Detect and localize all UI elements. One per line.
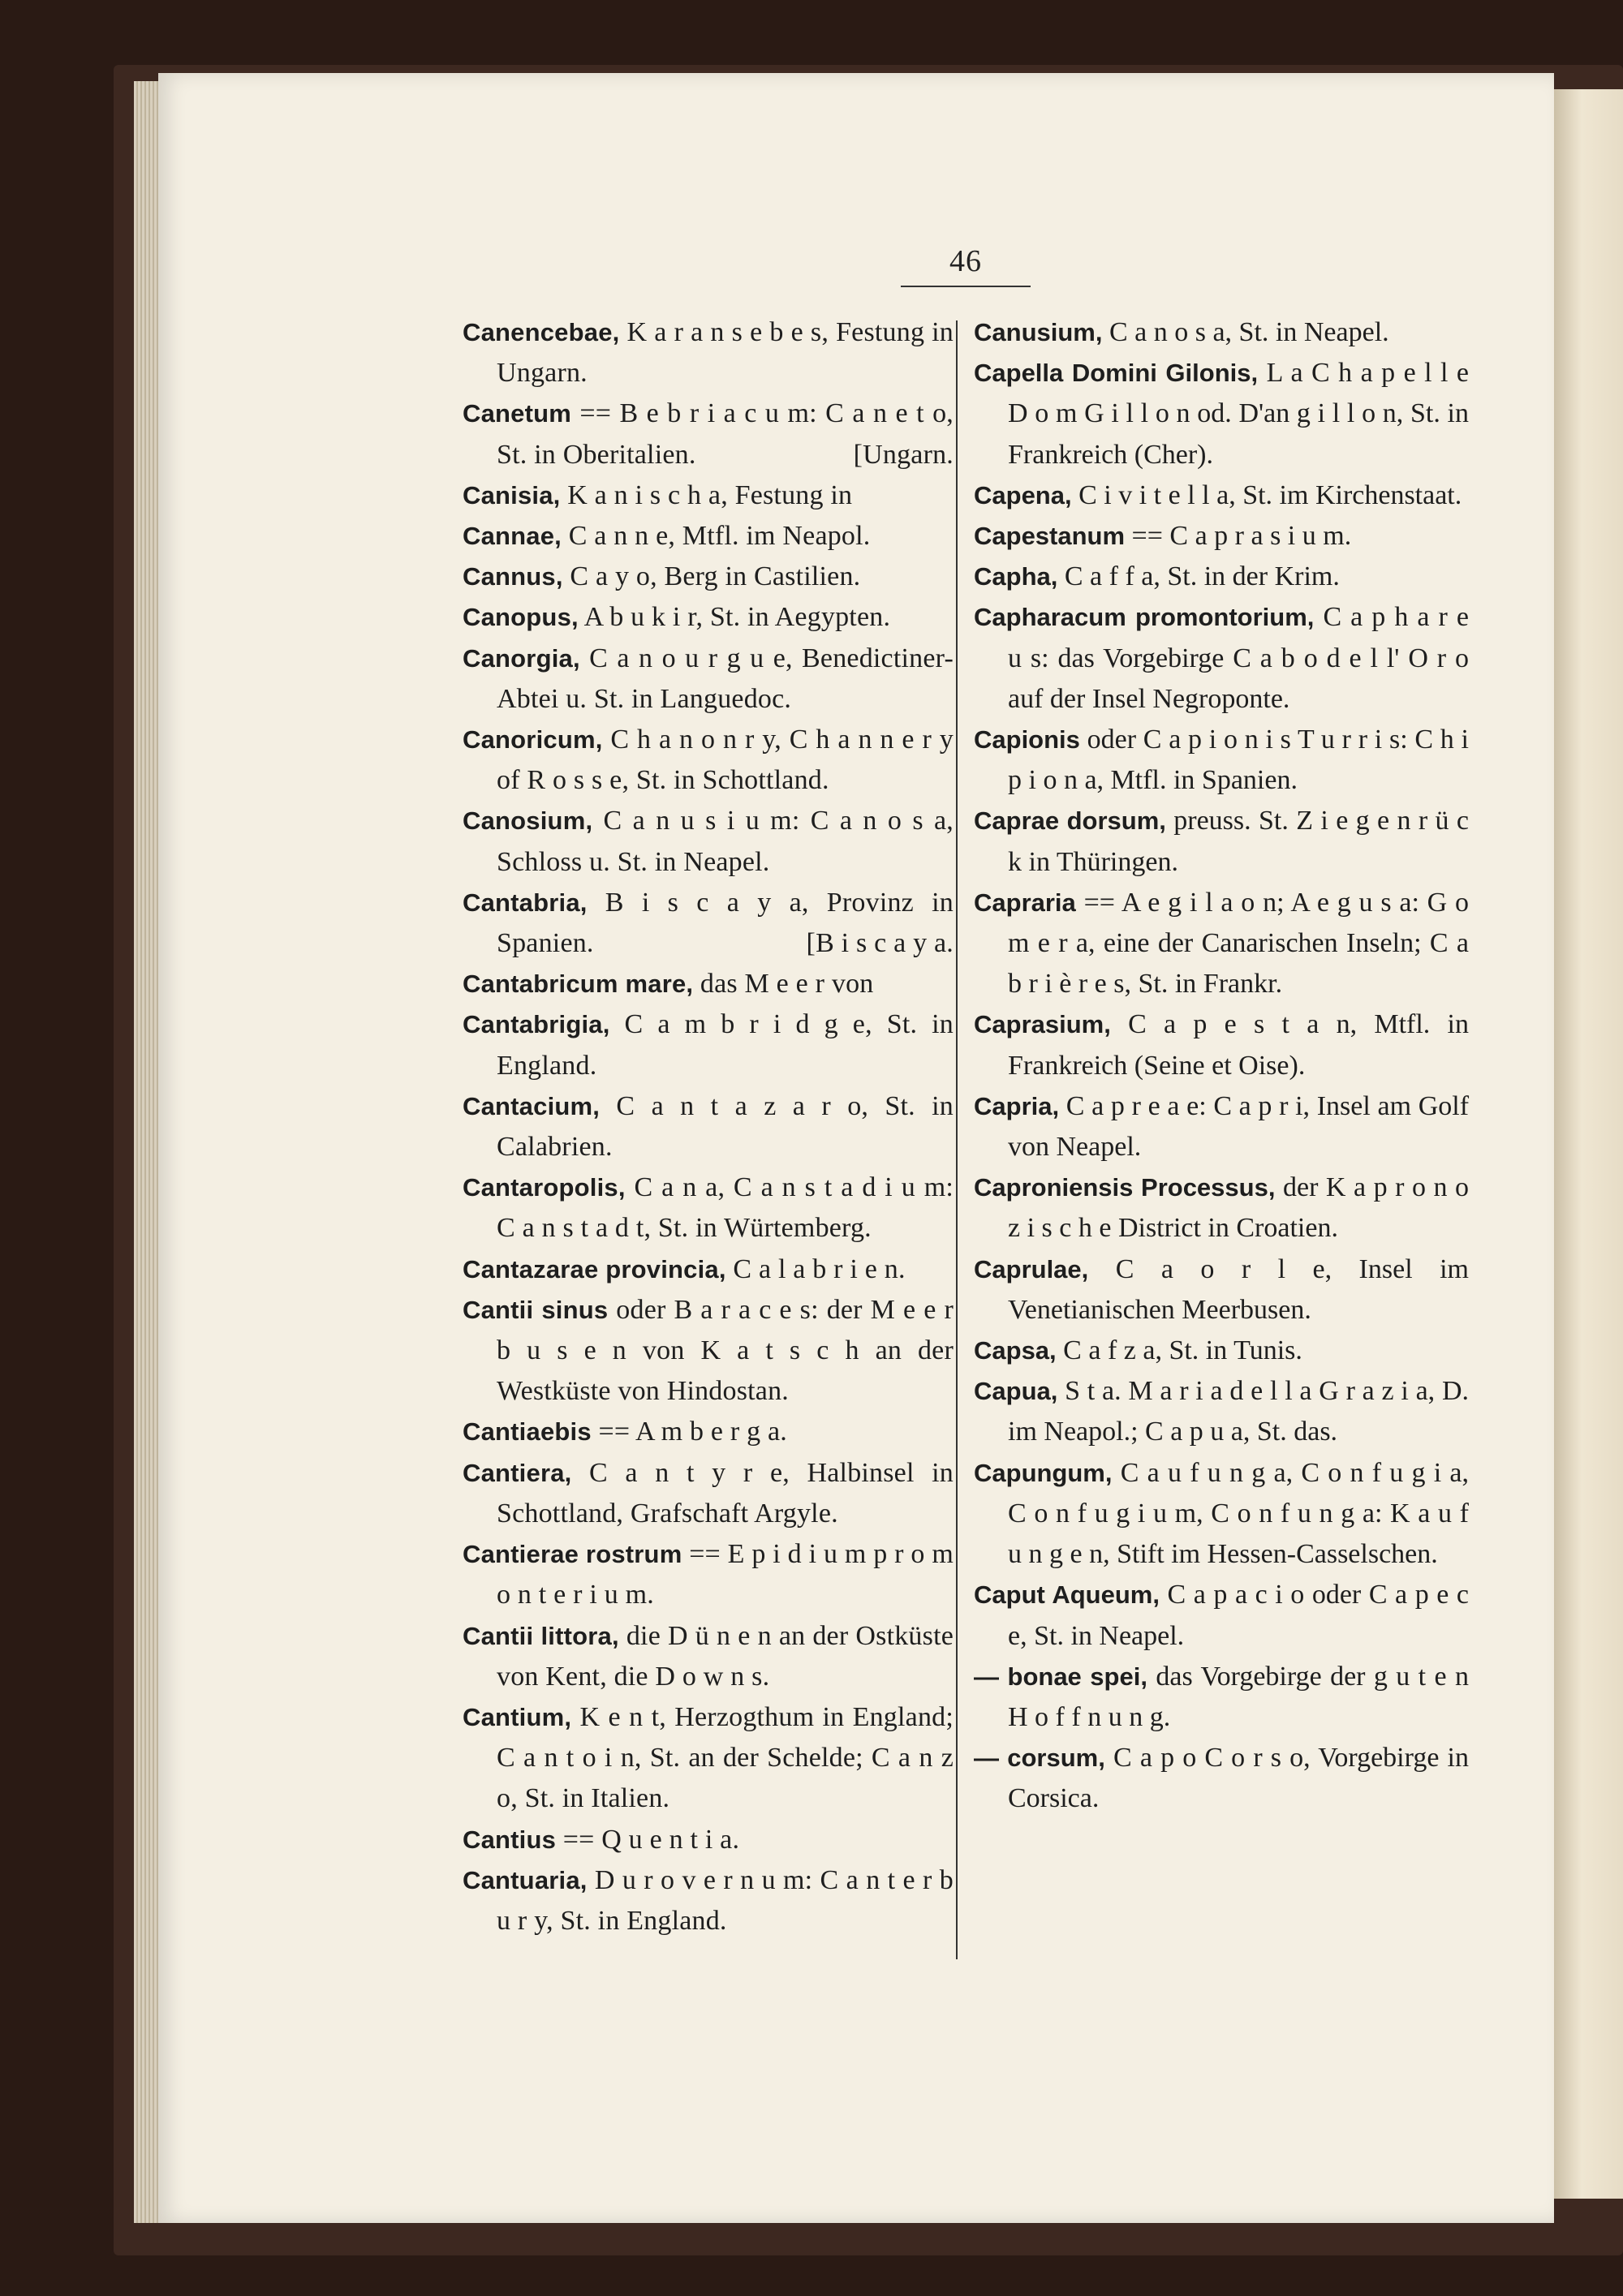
entry-text: preuss. St. Z i e g e n r ü c k in Thüringen.: [1008, 806, 1470, 877]
dictionary-entry: [463, 1453, 954, 1534]
entry-text: das M e e r von: [700, 969, 874, 1000]
dictionary-entry: [974, 1738, 1469, 1819]
entry-text: C a n t a z a r o, St. in Calabrien.: [497, 1090, 954, 1163]
entry-headword: Cantii sinus: [463, 1295, 609, 1324]
entry-text: K e n t, Herzogthum in England; C a n t o i n, St. an der Schelde; C a n z o, St. in Italien.: [497, 1701, 954, 1814]
dictionary-entry: [974, 1004, 1469, 1086]
facing-page-edge: [1554, 89, 1623, 2199]
dictionary-entry: [463, 1249, 954, 1290]
dictionary-entry: [974, 720, 1469, 801]
entry-text: L a C h a p e l l e D o m G i l l o n od. D'an g i l l o n, St. in Frankreich (Cher).: [1008, 358, 1469, 470]
entry-text: C a n u s i u m: C a n o s a, Schloss u. St. in Neapel.: [497, 806, 954, 877]
dictionary-entry: [974, 1371, 1469, 1452]
dictionary-entry: [974, 597, 1469, 720]
entry-headword: Cantuaria,: [463, 1865, 588, 1894]
entry-headword: Cantabria,: [463, 888, 588, 917]
dictionary-entry: [974, 883, 1469, 1005]
dictionary-entry: [463, 1290, 954, 1412]
entry-text: K a r a n s e b e s, Festung in Ungarn.: [497, 317, 954, 389]
entry-headword: Cantazarae provincia,: [463, 1254, 726, 1283]
dictionary-entry: [463, 475, 954, 516]
entry-headword: Cannus,: [463, 562, 563, 591]
entry-headword: Cantium,: [463, 1702, 572, 1731]
entry-headword: Cantius: [463, 1825, 557, 1854]
dictionary-entry: [463, 1616, 954, 1697]
dictionary-entry: [463, 883, 954, 964]
entry-headword: Capella Domini Gilonis,: [974, 359, 1259, 388]
dictionary-entry: [974, 1331, 1469, 1371]
entry-text: == C a p r a s i u m.: [1131, 521, 1352, 552]
entry-text: C a p r e a e: C a p r i, Insel am Golf von Neapel.: [1008, 1090, 1470, 1163]
entry-text: der K a p r o n o z i s c h e District in Croatien.: [1008, 1172, 1469, 1244]
entry-text: das Vorgebirge der g u t e n H o f f n u n g.: [1008, 1661, 1469, 1732]
page-edges: [134, 81, 158, 2223]
entry-text: C i v i t e l l a, St. im Kirchenstaat.: [1078, 479, 1462, 510]
dictionary-entry: [463, 1086, 954, 1167]
entry-text: C a o r l e, Insel im Venetianischen Meerbusen.: [1008, 1253, 1469, 1325]
entry-text: == E p i d i u m p r o m o n t e r i u m.: [497, 1539, 954, 1610]
entry-text: oder C a p i o n i s T u r r i s: C h i p i o n a, Mtfl. in Spanien.: [1008, 724, 1469, 796]
column-divider: [956, 320, 958, 1959]
entry-headword: Capua,: [974, 1377, 1058, 1406]
entry-text: S t a. M a r i a d e l l a G r a z i a, D. im Neapol.; C a p u a, St. das.: [1008, 1376, 1469, 1447]
entry-bracket-note: [Ungarn.: [853, 439, 954, 470]
entry-headword: Cantiaebis: [463, 1417, 592, 1447]
entry-text: oder B a r a c e s: der M e e r b u s e n von K a t s c h an der Westküste von Hindostan.: [497, 1294, 954, 1407]
entry-headword: Cantabricum mare,: [463, 970, 694, 999]
entry-text: die D ü n e n an der Ostküste von Kent, die D o w n s.: [497, 1620, 954, 1692]
entry-text: C a f z a, St. in Tunis.: [1063, 1335, 1302, 1366]
entry-headword: Capharacum promontorium,: [974, 603, 1315, 632]
dictionary-entry: [463, 1820, 954, 1860]
entry-headword: Caprulae,: [974, 1254, 1089, 1283]
entry-text: C a n a, C a n s t a d i u m: C a n s t a d t, St. in Würtemberg.: [497, 1172, 954, 1244]
entry-text: D u r o v e r n u m: C a n t e r b u r y, St. in England.: [497, 1864, 954, 1936]
entry-text: C a p e s t a n, Mtfl. in Frankreich (Seine et Oise).: [1008, 1009, 1469, 1081]
entry-headword: Canetum: [463, 399, 572, 428]
dictionary-entry: [463, 638, 954, 720]
entry-text: == B e b r i a c u m: C a n e t o, St. in Oberitalien.: [497, 398, 954, 470]
dictionary-entry: [463, 393, 954, 475]
entry-text: K a n i s c h a, Festung in: [567, 479, 853, 510]
dictionary-entry: [463, 964, 954, 1004]
entry-headword: — corsum,: [974, 1743, 1105, 1773]
entry-bracket-note: [B i s c a y a.: [806, 928, 954, 959]
dictionary-entry: [463, 597, 954, 638]
entry-text: C a l a b r i e n.: [733, 1253, 906, 1284]
entry-headword: Cantabrigia,: [463, 1010, 610, 1039]
dictionary-entry: [974, 1086, 1469, 1167]
entry-text: == Q u e n t i a.: [562, 1824, 740, 1855]
entry-text: C a p a c i o oder C a p e c e, St. in Neapel.: [1008, 1580, 1470, 1651]
dictionary-entry: [974, 801, 1469, 882]
entry-text: C a u f u n g a, C o n f u g i a, C o n f u g i u m, C o n f u n g a: K a u f u n g e n, Stift im Hessen-Casselschen.: [1008, 1457, 1470, 1570]
entry-text: == A m b e r g a.: [598, 1417, 787, 1447]
entry-headword: Caprasium,: [974, 1010, 1111, 1039]
entry-headword: Canisia,: [463, 480, 561, 510]
dictionary-entry: [974, 1249, 1469, 1331]
entry-headword: Cantierae rostrum: [463, 1540, 682, 1569]
entry-text: C a p o C o r s o, Vorgebirge in Corsica.: [1008, 1743, 1470, 1814]
dictionary-entry: [463, 1167, 954, 1249]
dictionary-entry: [974, 1167, 1469, 1249]
entry-headword: Cannae,: [463, 522, 562, 551]
entry-text: C a y o, Berg in Castilien.: [570, 561, 861, 592]
page-number: 46: [901, 243, 1031, 287]
entry-headword: Capha,: [974, 562, 1058, 591]
entry-headword: Canusium,: [974, 318, 1103, 346]
entry-headword: Capena,: [974, 480, 1072, 510]
dictionary-entry: [974, 1453, 1469, 1576]
entry-headword: Capionis: [974, 725, 1080, 755]
dictionary-entry: [463, 720, 954, 801]
entry-headword: Cantaropolis,: [463, 1173, 626, 1202]
dictionary-entry: [463, 557, 954, 597]
dictionary-entry: [974, 353, 1469, 475]
entry-text: C a n t y r e, Halbinsel in Schottland, Grafschaft Argyle.: [497, 1457, 954, 1529]
entry-headword: Capsa,: [974, 1336, 1057, 1365]
dictionary-entry: [974, 1657, 1469, 1738]
dictionary-entry: [463, 1004, 954, 1086]
entry-headword: — bonae spei,: [974, 1662, 1147, 1691]
entry-text: C a n o u r g u e, Benedictiner-Abtei u. St. in Languedoc.: [497, 643, 954, 714]
entry-headword: Cantii littora,: [463, 1621, 619, 1650]
dictionary-entry: [974, 312, 1469, 353]
entry-text: A b u k i r, St. in Aegypten.: [583, 602, 891, 633]
entry-text: C a m b r i d g e, St. in England.: [497, 1009, 954, 1081]
entry-text: C a p h a r e u s: das Vorgebirge C a b o d e l l' O r o auf der Insel Negroponte.: [1008, 602, 1470, 714]
left-column: [463, 312, 954, 1941]
dictionary-entry: [463, 1697, 954, 1820]
entry-text: == A e g i l a o n; A e g u s a: G o m e r a, eine der Canarischen Inseln; C a b r i è r e s, St. in Frankr.: [1008, 887, 1470, 1000]
dictionary-entry: [463, 1860, 954, 1941]
entry-headword: Capungum,: [974, 1458, 1113, 1487]
entry-text: C a n n e, Mtfl. im Neapol.: [568, 521, 871, 552]
entry-headword: Caproniensis Processus,: [974, 1173, 1276, 1202]
dictionary-entry: [974, 516, 1469, 557]
dictionary-entry: [463, 1534, 954, 1615]
entry-text: B i s c a y a, Provinz in Spanien.: [497, 887, 954, 959]
entry-headword: Canencebae,: [463, 318, 620, 346]
entry-headword: Capestanum: [974, 522, 1126, 551]
entry-headword: Caprae dorsum,: [974, 806, 1166, 836]
entry-text: C a n o s a, St. in Neapel.: [1109, 317, 1389, 347]
dictionary-entry: [463, 1412, 954, 1452]
right-column: [974, 312, 1469, 1820]
entry-headword: Canorgia,: [463, 643, 580, 673]
entry-headword: Capria,: [974, 1091, 1060, 1120]
entry-headword: Capraria: [974, 888, 1076, 917]
dictionary-entry: [463, 516, 954, 557]
entry-headword: Caput Aqueum,: [974, 1580, 1160, 1610]
dictionary-entry: [463, 312, 954, 393]
entry-text: C a f f a, St. in der Krim.: [1064, 561, 1340, 592]
entry-headword: Canoricum,: [463, 725, 603, 755]
entry-headword: Canosium,: [463, 806, 593, 836]
entry-headword: Cantacium,: [463, 1091, 601, 1120]
dictionary-entry: [974, 1575, 1469, 1656]
dictionary-entry: [463, 801, 954, 882]
entry-headword: Canopus,: [463, 603, 579, 632]
entry-headword: Cantiera,: [463, 1458, 572, 1487]
dictionary-entry: [974, 557, 1469, 597]
dictionary-entry: [974, 475, 1469, 516]
entry-text: C h a n o n r y, C h a n n e r y of R o s s e, St. in Schottland.: [497, 724, 954, 796]
